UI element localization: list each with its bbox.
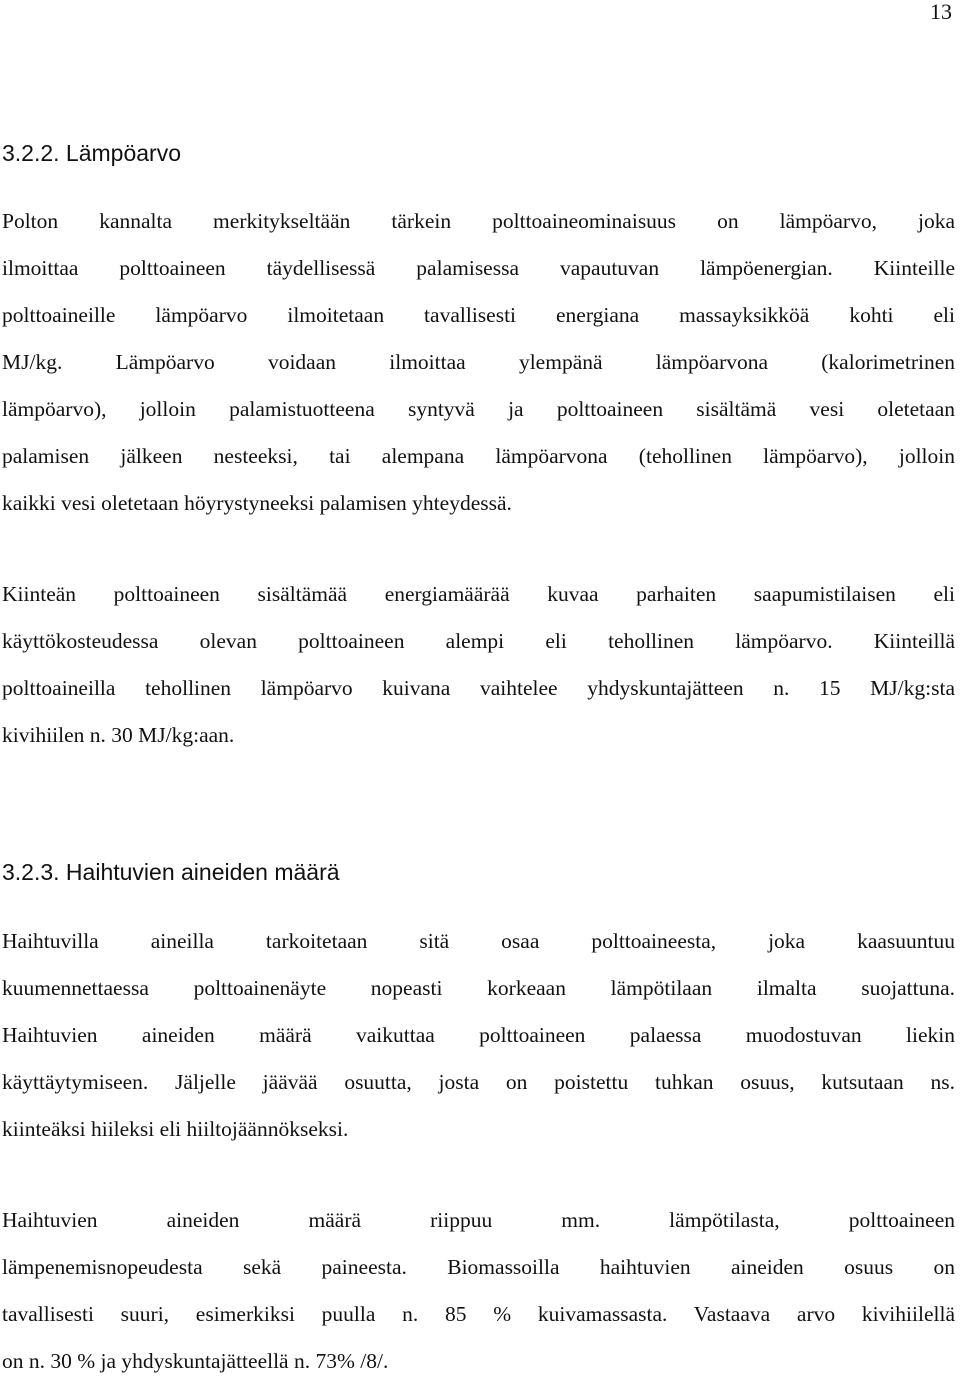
paragraph-haihtuvat-definition: [2, 918, 955, 1153]
text-line: kivihiilen n. 30 MJ/kg:aan.: [2, 723, 235, 747]
paragraph-kiintea-polttoaine: [2, 571, 955, 759]
text-line: on n. 30 % ja yhdyskuntajätteellä n. 73% /8/.: [2, 1349, 389, 1373]
text-line: tavallisesti suuri, esimerkiksi puulla n. 85 % kuivamassasta. Vastaava arvo kivihiilellä: [2, 1302, 955, 1326]
text-line: kuumennettaessa polttoainenäyte nopeasti korkeaan lämpötilaan ilmalta suojattuna.: [2, 976, 955, 1000]
text-line: MJ/kg. Lämpöarvo voidaan ilmoittaa ylempänä lämpöarvona (kalorimetrinen: [2, 350, 955, 374]
section-heading-haihtuvat-aineet: 3.2.3. Haihtuvien aineiden määrä: [2, 859, 340, 885]
text-line: lämpenemisnopeudesta sekä paineesta. Biomassoilla haihtuvien aineiden osuus on: [2, 1255, 955, 1279]
text-line: lämpöarvo), jolloin palamistuotteena syntyvä ja polttoaineen sisältämä vesi oletetaan: [2, 397, 955, 421]
text-line: Kiinteän polttoaineen sisältämää energiamäärää kuvaa parhaiten saapumistilaisen eli: [2, 582, 955, 606]
text-line: polttoaineilla tehollinen lämpöarvo kuivana vaihtelee yhdyskuntajätteen n. 15 MJ/kg:sta: [2, 676, 955, 700]
paragraph-lampoarvo-definition: [2, 198, 955, 527]
section-heading-lampoarvo: 3.2.2. Lämpöarvo: [2, 140, 182, 166]
text-line: palamisen jälkeen nesteeksi, tai alempana lämpöarvona (tehollinen lämpöarvo), jolloin: [2, 444, 955, 468]
text-line: kaikki vesi oletetaan höyrystyneeksi palamisen yhteydessä.: [2, 491, 512, 515]
text-line: Haihtuvien aineiden määrä riippuu mm. lämpötilasta, polttoaineen: [2, 1208, 955, 1232]
text-line: Haihtuvien aineiden määrä vaikuttaa polttoaineen palaessa muodostuvan liekin: [2, 1023, 955, 1047]
text-line: Haihtuvilla aineilla tarkoitetaan sitä osaa polttoaineesta, joka kaasuuntuu: [2, 929, 955, 953]
text-line: polttoaineille lämpöarvo ilmoitetaan tavallisesti energiana massayksikköä kohti eli: [2, 303, 955, 327]
paragraph-haihtuvat-riippuvuus: [2, 1197, 955, 1385]
text-line: käyttökosteudessa olevan polttoaineen alempi eli tehollinen lämpöarvo. Kiinteillä: [2, 629, 955, 653]
text-line: ilmoittaa polttoaineen täydellisessä palamisessa vapautuvan lämpöenergian. Kiinteille: [2, 256, 955, 280]
text-line: Polton kannalta merkitykseltään tärkein polttoaineominaisuus on lämpöarvo, joka: [2, 209, 955, 233]
text-line: käyttäytymiseen. Jäljelle jäävää osuutta, josta on poistettu tuhkan osuus, kutsutaan ns.: [2, 1070, 955, 1094]
text-line: kiinteäksi hiileksi eli hiiltojäännökseksi.: [2, 1117, 349, 1141]
page-number: 13: [930, 0, 952, 24]
